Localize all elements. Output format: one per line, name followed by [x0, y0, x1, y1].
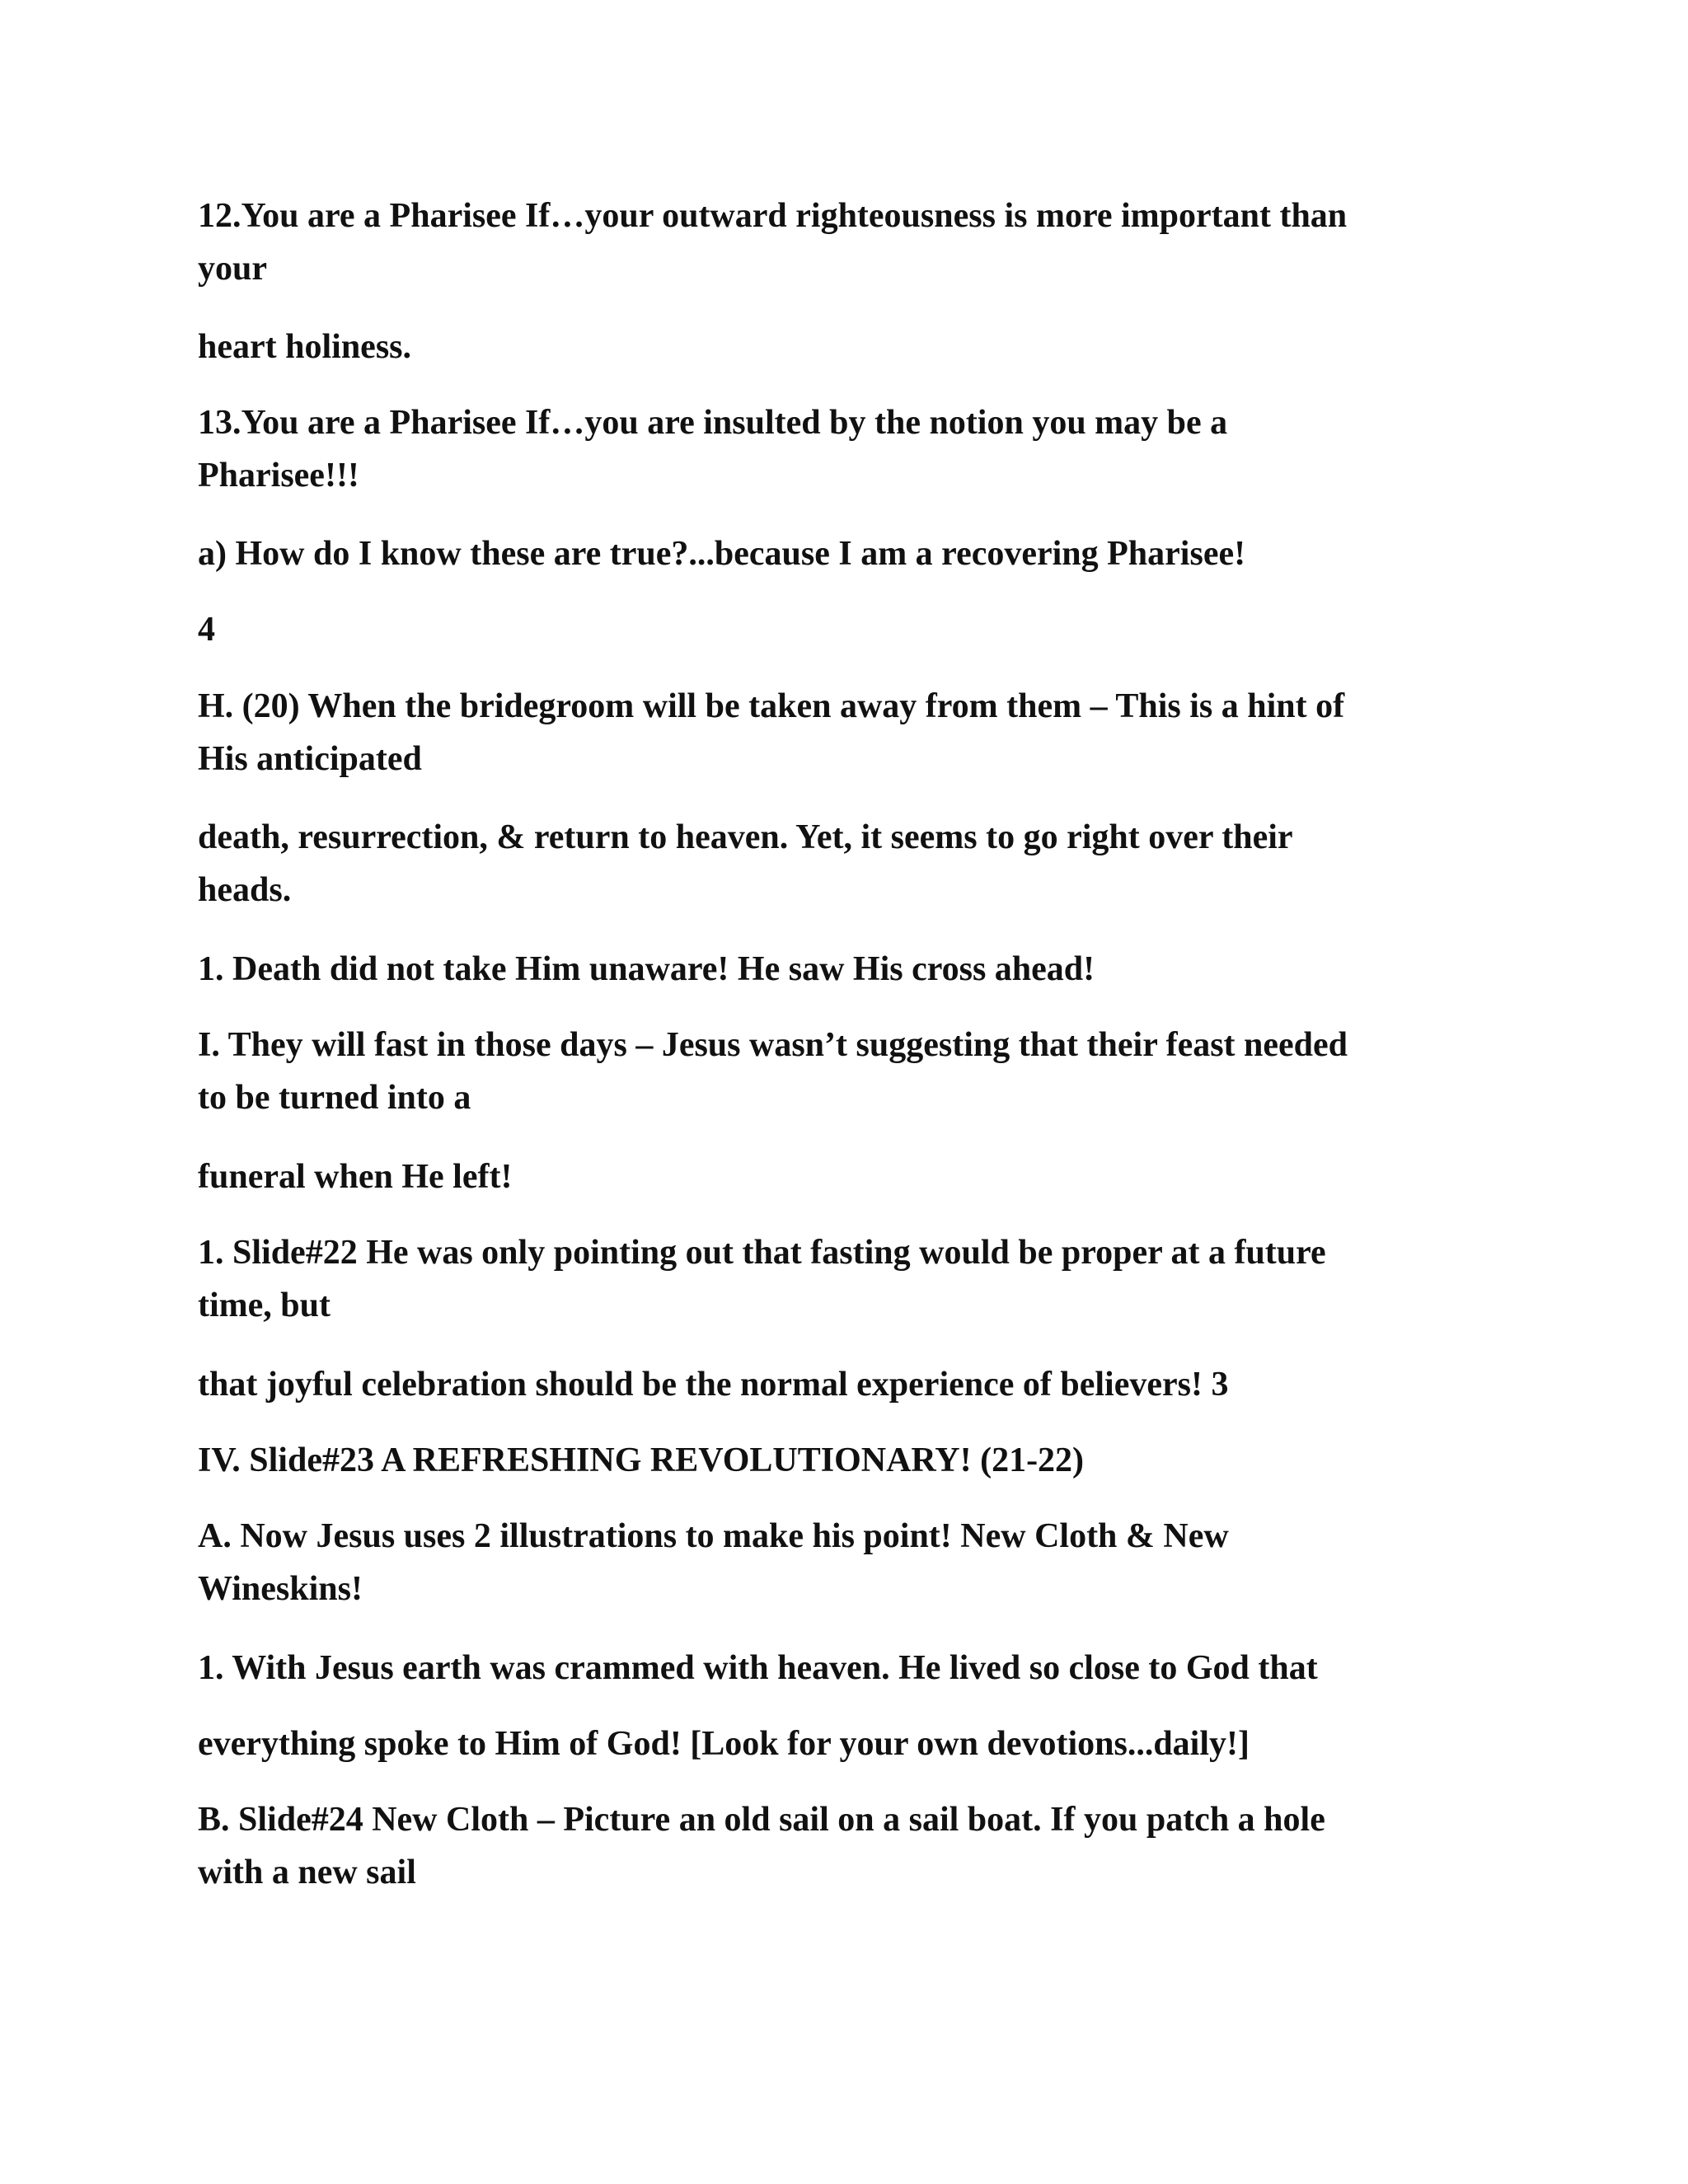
text-line: 12.You are a Pharisee If…your outward righteousness is more important than [198, 197, 1348, 235]
paragraph-pharisee-12 [198, 190, 1484, 295]
section-heading-iv [198, 1434, 1484, 1487]
text-line: heart holiness. [198, 328, 412, 366]
text-line: time, but [198, 1286, 331, 1324]
text-line: everything spoke to Him of God! [Look for your own devotions...daily!] [198, 1725, 1250, 1763]
paragraph-point-i [198, 1019, 1484, 1124]
paragraph-point-a [198, 1510, 1484, 1615]
text-line: 4 [198, 611, 215, 649]
text-line: H. (20) When the bridegroom will be taken away from them – This is a hint of [198, 687, 1345, 725]
text-line: your [198, 250, 267, 288]
paragraph-earth-crammed [198, 1642, 1484, 1694]
text-line: a) How do I know these are true?...because I am a recovering Pharisee! [198, 535, 1246, 573]
text-line: death, resurrection, & return to heaven. Yet, it seems to go right over their [198, 818, 1293, 856]
text-line: Pharisee!!! [198, 457, 359, 494]
paragraph-recovering-pharisee [198, 527, 1484, 580]
text-line: B. Slide#24 New Cloth – Picture an old sail on a sail boat. If you patch a hole [198, 1801, 1325, 1839]
paragraph-number-4 [198, 603, 1484, 656]
text-line: that joyful celebration should be the normal experience of believers! 3 [198, 1366, 1229, 1404]
text-line: heads. [198, 871, 292, 909]
text-line: funeral when He left! [198, 1158, 513, 1196]
text-line: I. They will fast in those days – Jesus wasn’t suggesting that their feast needed [198, 1026, 1348, 1064]
text-line: 1. Death did not take Him unaware! He saw His cross ahead! [198, 950, 1095, 988]
paragraph-pharisee-13 [198, 396, 1484, 502]
paragraph-death-resurrection [198, 811, 1484, 916]
paragraph-slide-22 [198, 1226, 1484, 1332]
text-line: His anticipated [198, 740, 422, 778]
text-line: with a new sail [198, 1854, 416, 1891]
text-line: A. Now Jesus uses 2 illustrations to make his point! New Cloth & New [198, 1517, 1229, 1555]
paragraph-point-h [198, 680, 1484, 785]
paragraph-cross-ahead [198, 943, 1484, 996]
text-line: Wineskins! [198, 1570, 363, 1608]
paragraph-heart-holiness [198, 321, 1484, 373]
paragraph-joyful-celebration [198, 1358, 1484, 1411]
text-line: 13.You are a Pharisee If…you are insulted by the notion you may be a [198, 404, 1228, 442]
text-line: 1. Slide#22 He was only pointing out that fasting would be proper at a future [198, 1234, 1326, 1272]
text-line: 1. With Jesus earth was crammed with heaven. He lived so close to God that [198, 1649, 1318, 1687]
text-line: to be turned into a [198, 1079, 471, 1117]
paragraph-funeral [198, 1151, 1484, 1203]
text-line: IV. Slide#23 A REFRESHING REVOLUTIONARY! (21-22) [198, 1441, 1085, 1479]
paragraph-point-b [198, 1793, 1484, 1899]
paragraph-everything-spoke [198, 1718, 1484, 1770]
